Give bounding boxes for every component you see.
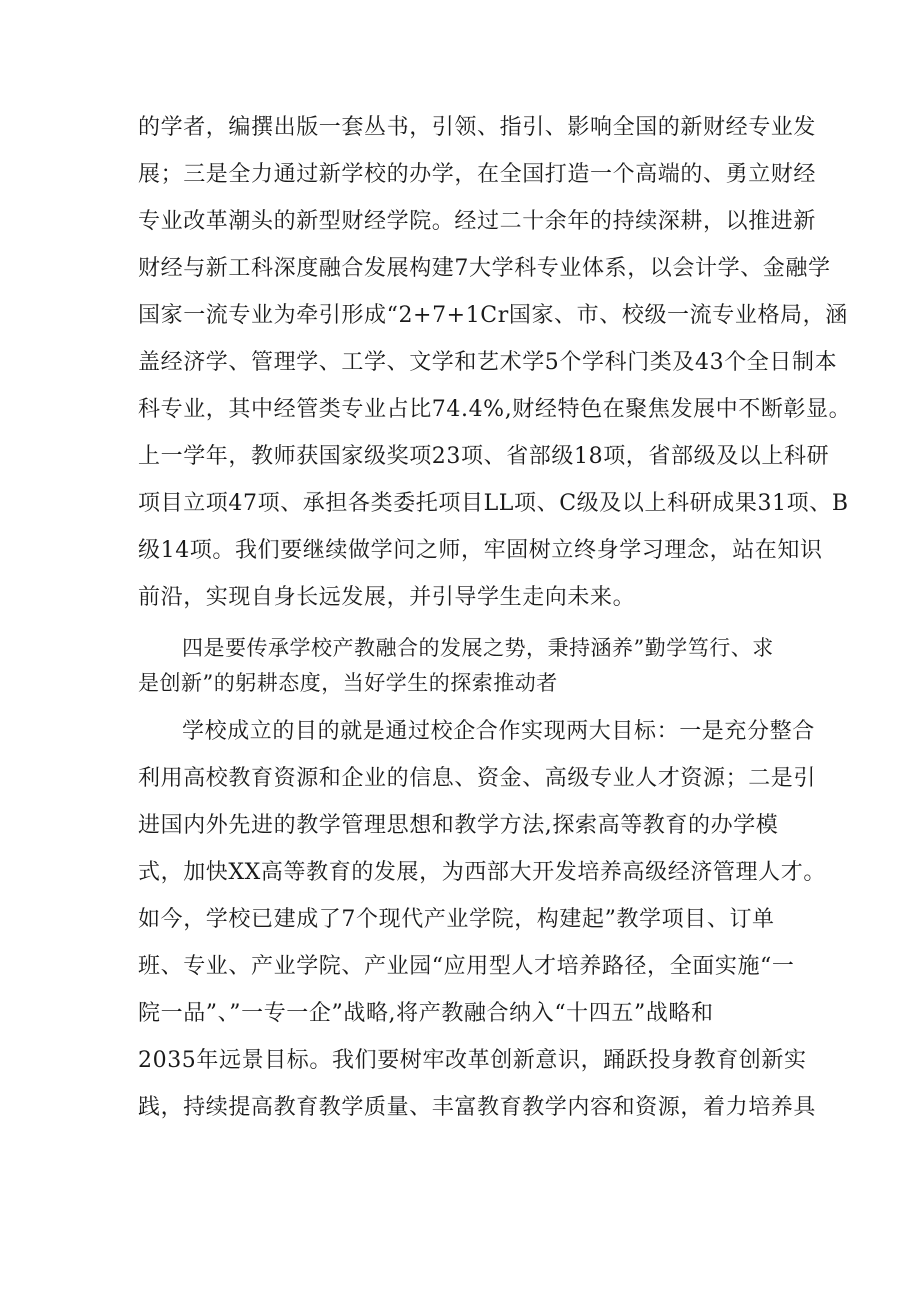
heading-line: 是创新”的躬耕态度，当好学生的探索推动者	[138, 671, 558, 695]
text-line: 财经与新工科深度融合发展构建7大学科专业体系，以会计学、金融学	[138, 256, 831, 281]
text-line: 国家一流专业为牵引形成“2+7+1Cr国家、市、校级一流专业格局，涵	[138, 303, 848, 328]
text-line: 专业改革潮头的新型财经学院。经过二十余年的持续深耕，以推进新	[138, 209, 817, 234]
text-line: 展；三是全力通过新学校的办学，在全国打造一个高端的、勇立财经	[138, 162, 817, 187]
text-line: 2035年远景目标。我们要树牢改革创新意识，踊跃投身教育创新实	[138, 1048, 807, 1073]
text-line: 的学者，编撰出版一套丛书，引领、指引、影响全国的新财经专业发	[138, 115, 817, 140]
text-line: 学校成立的目的就是通过校企合作实现两大目标：一是充分整合	[182, 719, 815, 744]
text-line: 践，持续提高教育教学质量、丰富教育教学内容和资源，着力培养具	[138, 1095, 817, 1120]
text-line: 院一品”、”一专一企”战略,将产教融合纳入“十四五”战略和	[138, 1001, 714, 1026]
text-line: 盖经济学、管理学、工学、文学和艺术学5个学科门类及43个全日制本	[138, 350, 838, 375]
text-line: 科专业，其中经管类专业占比74.4%,财经特色在聚焦发展中不断彰显。	[138, 397, 852, 422]
text-line: 级14项。我们要继续做学问之师，牢固树立终身学习理念，站在知识	[138, 538, 823, 563]
heading-line: 四是要传承学校产教融合的发展之势，秉持涵养”勤学笃行、求	[182, 636, 774, 660]
text-line: 进国内外先进的教学管理思想和教学方法,探索高等教育的办学模	[138, 813, 779, 838]
text-line: 前沿，实现自身长远发展，并引导学生走向未来。	[138, 585, 636, 610]
text-line: 班、专业、产业学院、产业园“应用型人才培养路径，全面实施“一	[138, 954, 795, 979]
text-line: 如今，学校已建成了7个现代产业学院，构建起”教学项目、订单	[138, 907, 775, 932]
text-line: 式，加快XX高等教育的发展，为西部大开发培养高级经济管理人才。	[138, 860, 826, 885]
text-line: 利用高校教育资源和企业的信息、资金、高级专业人才资源；二是引	[138, 766, 817, 791]
text-line: 项目立项47项、承担各类委托项目LL项、C级及以上科研成果31项、B	[138, 491, 849, 516]
text-line: 上一学年，教师获国家级奖项23项、省部级18项，省部级及以上科研	[138, 444, 830, 469]
